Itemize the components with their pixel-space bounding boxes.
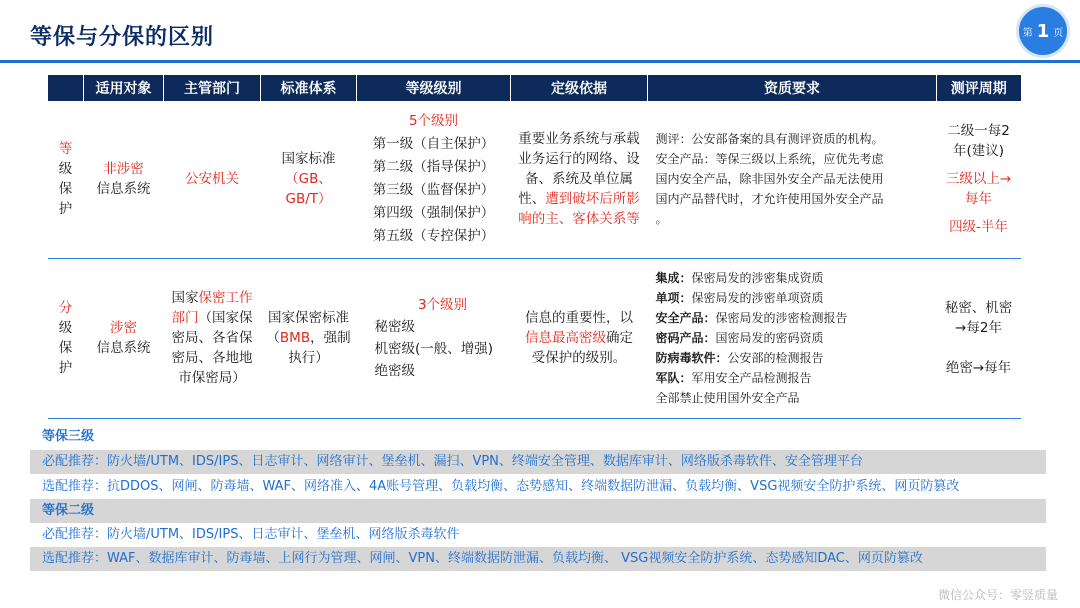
- level2-optional-row: 选配推荐：WAF、数据库审计、防毒墙、上网行为管理、网闸、VPN、终端数据防泄漏、负载均衡、 VSG视频安全防护系统、态势感知DAC、网页防篡改: [30, 547, 1046, 571]
- dept-cell: 公安机关: [164, 101, 261, 258]
- qualification-cell: 集成：保密局发的涉密集成资质 单项：保密局发的涉密单项资质 安全产品：保密局发的涉密检测报告 密码产品：国密局发的密码资质 防病毒软件：公安部的检测报告 军队：军用安全产品检测报告 全部禁止使用国外安全产品: [648, 258, 937, 418]
- header-cell: 资质要求: [648, 75, 937, 101]
- section-heading-level2: 等保二级: [30, 499, 1046, 523]
- basis-cell: 信息的重要性，以信息最高密级确定受保护的级别。: [511, 258, 648, 418]
- level3-optional-row: 选配推荐：抗DDOS、网闸、防毒墙、WAF、网络准入、4A账号管理、负载均衡、态势感知、终端数据防泄漏、负载均衡、VSG视频安全防护系统、网页防篡改: [30, 475, 1046, 499]
- header-cell: 定级依据: [511, 75, 648, 101]
- header-cell: [48, 75, 84, 101]
- table-header-row: [48, 75, 1021, 101]
- page-number: 1: [1036, 20, 1050, 42]
- level3-required-row: 必配推荐：防火墙/UTM、IDS/IPS、日志审计、网络审计、堡垒机、漏扫、VPN、终端安全管理、数据库审计、网络版杀毒软件、安全管理平台: [30, 450, 1046, 474]
- target-cell: 涉密 信息系统: [84, 258, 164, 418]
- table-row: [48, 101, 1021, 258]
- page-title: 等保与分保的区别: [30, 25, 215, 50]
- standard-cell: 国家保密标准（BMB，强制执行）: [261, 258, 357, 418]
- page-suffix: 页: [1053, 27, 1064, 39]
- header-cell: 标准体系: [261, 75, 357, 101]
- target-cell: 非涉密 信息系统: [84, 101, 164, 258]
- cycle-cell: 秘密、机密→每2年 绝密→每年: [937, 258, 1021, 418]
- header-cell: 等级级别: [357, 75, 511, 101]
- header-cell: 主管部门: [164, 75, 261, 101]
- dept-cell: 国家保密工作部门（国家保密局、各省保密局、各地地市保密局）: [164, 258, 261, 418]
- title-divider: [0, 60, 1080, 63]
- level2-required-row: 必配推荐：防火墙/UTM、IDS/IPS、日志审计、堡垒机、网络版杀毒软件: [30, 523, 1046, 547]
- page-prefix: 第: [1022, 27, 1033, 39]
- cycle-cell: 二级一每2年(建议) 三级以上→每年 四级-半年: [937, 101, 1021, 258]
- qualification-cell: 测评：公安部备案的具有测评资质的机构。 安全产品：等保三级以上系统，应优先考虑 国内安全产品，除非国外安全产品无法使用 国内产品替代时，才允许使用国外安全产品 。: [648, 101, 937, 258]
- comparison-table: [47, 75, 1021, 419]
- row-name-cell: 分 级 保 护: [48, 258, 84, 418]
- header-cell: 适用对象: [84, 75, 164, 101]
- header-cell: 测评周期: [937, 75, 1021, 101]
- table-row: [48, 258, 1021, 418]
- watermark: 微信公众号：零竖质量: [938, 588, 1059, 602]
- standard-cell: 国家标准 （GB、 GB/T）: [261, 101, 357, 258]
- section-heading-level3: 等保三级: [42, 429, 95, 444]
- levels-cell: 5个级别 第一级（自主保护） 第二级（指导保护） 第三级（监督保护） 第四级（强制保护） 第五级（专控保护）: [357, 101, 511, 258]
- basis-cell: 重要业务系统与承载业务运行的网络、设备、系统及单位属性、遭到破坏后所影响的主、客体关系等: [511, 101, 648, 258]
- row-name-cell: 等 级 保 护: [48, 101, 84, 258]
- levels-cell: 3个级别 秘密级 机密级(一般、增强) 绝密级: [357, 258, 511, 418]
- page-number-badge: [1016, 4, 1070, 58]
